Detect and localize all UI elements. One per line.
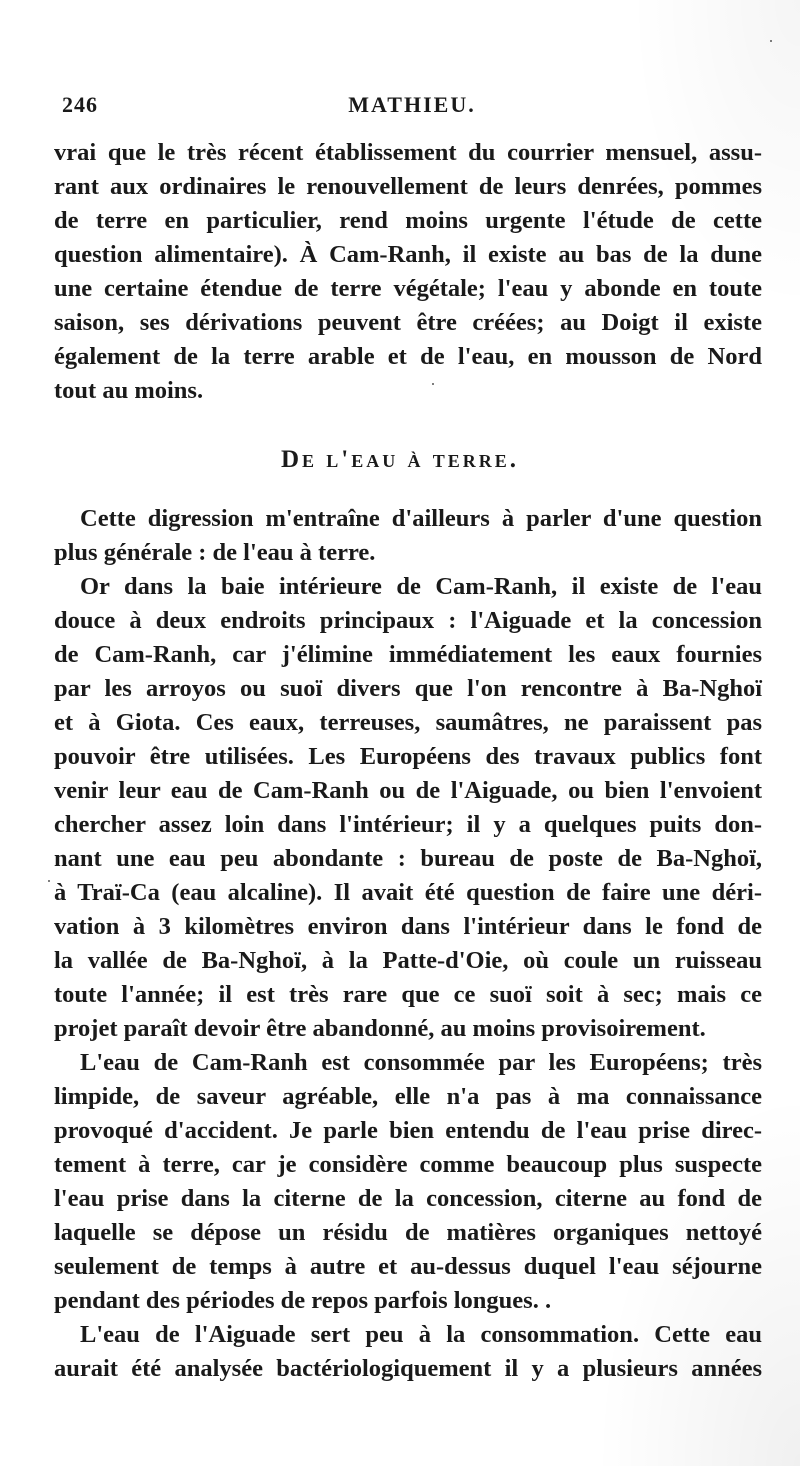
paragraph-1 [54, 136, 762, 408]
text-line: Or dans la baie intérieure de Cam-Ranh, il existe de l'eau [80, 573, 762, 600]
paragraph-5 [54, 1318, 762, 1386]
text-line: chercher assez loin dans l'intérieur; il y a quelques puits don- [54, 811, 762, 838]
text-line: projet paraît devoir être abandonné, au moins provisoirement. [54, 1015, 706, 1042]
text-line: l'eau prise dans la citerne de la concession, citerne au fond de [54, 1185, 762, 1212]
text-line: pendant des périodes de repos parfois longues. . [54, 1287, 552, 1314]
text-line: provoqué d'accident. Je parle bien entendu de l'eau prise direc- [54, 1117, 762, 1144]
text-line: aurait été analysée bactériologiquement il y a plusieurs années [54, 1355, 762, 1382]
text-line: rant aux ordinaires le renouvellement de leurs denrées, pommes [54, 173, 762, 200]
text-line: nant une eau peu abondante : bureau de poste de Ba-Nghoï, [54, 845, 762, 872]
text-line: saison, ses dérivations peuvent être créées; au Doigt il existe [54, 309, 762, 336]
text-line: vrai que le très récent établissement du courrier mensuel, assu- [54, 139, 762, 166]
text-line: laquelle se dépose un résidu de matières organiques nettoyé [54, 1219, 762, 1246]
text-line: question alimentaire). À Cam-Ranh, il existe au bas de la dune [54, 241, 762, 268]
text-line: et à Giota. Ces eaux, terreuses, saumâtres, ne paraissent pas [54, 709, 762, 736]
text-line: également de la terre arable et de l'eau, en mousson de Nord [54, 343, 762, 370]
paragraph-3 [54, 570, 762, 1046]
text-line: de Cam-Ranh, car j'élimine immédiatement les eaux fournies [54, 641, 762, 668]
text-line: de terre en particulier, rend moins urgente l'étude de cette [54, 207, 762, 234]
page-header [62, 92, 762, 122]
text-line: une certaine étendue de terre végétale; l'eau y abonde en toute [54, 275, 762, 302]
text-line: L'eau de Cam-Ranh est consommée par les Européens; très [80, 1049, 762, 1076]
text-line: seulement de temps à autre et au-dessus duquel l'eau séjourne [54, 1253, 762, 1280]
text-line: limpide, de saveur agréable, elle n'a pas à ma connaissance [54, 1083, 762, 1110]
text-line: vation à 3 kilomètres environ dans l'intérieur dans le fond de [54, 913, 762, 940]
text-line: plus générale : de l'eau à terre. [54, 539, 376, 566]
text-line: douce à deux endroits principaux : l'Aiguade et la concession [54, 607, 762, 634]
paragraph-4 [54, 1046, 762, 1318]
text-line: tement à terre, car je considère comme beaucoup plus suspecte [54, 1151, 762, 1178]
text-line: Cette digression m'entraîne d'ailleurs à parler d'une question [80, 505, 762, 532]
text-line: L'eau de l'Aiguade sert peu à la consommation. Cette eau [80, 1321, 762, 1348]
running-title: MATHIEU. [348, 92, 476, 117]
scan-speck [432, 383, 434, 385]
scan-speck [770, 40, 772, 42]
text-line: venir leur eau de Cam-Ranh ou de l'Aiguade, ou bien l'envoient [54, 777, 762, 804]
page-number: 246 [62, 92, 98, 117]
text-line: pouvoir être utilisées. Les Européens des travaux publics font [54, 743, 762, 770]
text-line: par les arroyos ou suoï divers que l'on rencontre à Ba-Nghoï [54, 675, 762, 702]
text-line: à Traï-Ca (eau alcaline). Il avait été question de faire une déri- [54, 879, 762, 906]
text-line: toute l'année; il est très rare que ce suoï soit à sec; mais ce [54, 981, 762, 1008]
text-line: tout au moins. [54, 377, 204, 404]
scan-speck [48, 880, 50, 882]
section-heading: De l'eau à terre. [280, 446, 520, 473]
paragraph-2 [54, 502, 762, 570]
text-line: la vallée de Ba-Nghoï, à la Patte-d'Oie, où coule un ruisseau [54, 947, 762, 974]
